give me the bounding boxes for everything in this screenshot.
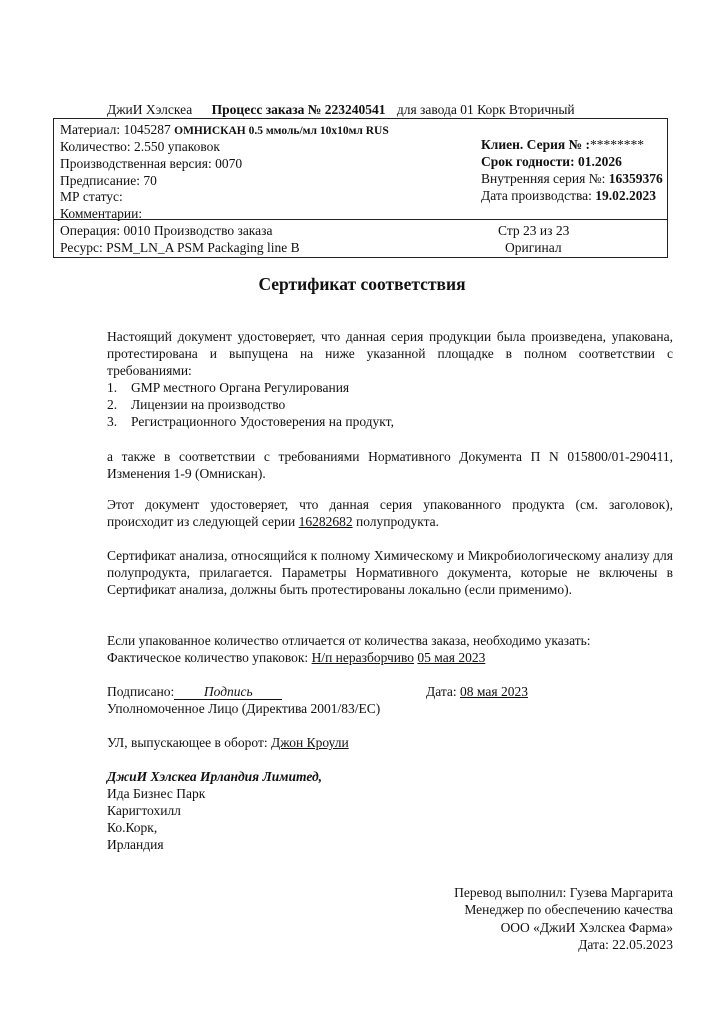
list-item: 2. Лицензии на производство — [107, 397, 286, 413]
list-item: 3. Регистрационного Удостоверения на продукт, — [107, 414, 394, 430]
qty-note: Если упакованное количество отличается от количества заказа, необходимо указать: — [107, 633, 591, 648]
origin-series: 16282682 — [298, 514, 353, 530]
translator-organization: ООО «ДжиИ Хэлскеа Фарма» — [500, 919, 673, 935]
original-mark: Оригинал — [505, 240, 562, 255]
plant-text: для завода 01 Корк Вторичный — [396, 102, 575, 117]
actual-qty-value: Н/п неразборчиво — [311, 650, 415, 665]
order-header — [107, 102, 575, 118]
header-company: ДжиИ Хэлскеа — [107, 102, 193, 117]
prescription-line: Предписание: 70 — [60, 173, 157, 188]
release-name: Джон Кроули — [271, 735, 349, 750]
translation-block — [454, 884, 673, 954]
origin-text: Этот документ удостоверяет, что данная серия упакованного продукта (см. заголовок), происходит из следующей серии — [107, 497, 673, 530]
normative-paragraph: а также в соответствии с требованиями Нормативного Документа П N 015800/01-290411, Изменения 1-9 (Омнискан). — [107, 449, 673, 482]
client-series-label: Клиен. Серия № : — [481, 137, 590, 152]
intro-paragraph: Настоящий документ удостоверяет, что данная серия продукции была произведена, упакована, протестирована и выпущена на ниже указанной площадке в полном соответствии с требованиями: — [107, 329, 673, 379]
expiry-label: Срок годности: — [481, 154, 575, 169]
address-line: Ко.Корк, — [107, 820, 158, 835]
sign-date-value: 08 мая 2023 — [460, 684, 528, 699]
order-label: Процесс заказа № — [211, 102, 322, 117]
actual-qty-line — [107, 649, 485, 666]
sign-date-label: Дата: — [426, 684, 457, 699]
internal-series-label: Внутренняя серия №: — [481, 171, 606, 186]
box-divider — [54, 219, 667, 220]
resource-line: Ресурс: PSM_LN_A PSM Packaging line B — [60, 240, 300, 255]
signed-line — [107, 683, 282, 700]
signature-value: Подпись — [174, 685, 282, 700]
expiry-value: 01.2026 — [577, 154, 622, 169]
production-date-value: 19.02.2023 — [595, 188, 657, 203]
analysis-paragraph: Сертификат анализа, относящийся к полному Химическому и Микробиологическому анализу для полупродукта, прилагается. Параметры Нормативного документа, которые не включены в Сертификат анализа, должны быть протестированы локально (если применимо). — [107, 548, 673, 598]
translator: Перевод выполнил: Гузева Маргарита — [454, 885, 673, 900]
translation-date: Дата: 22.05.2023 — [578, 937, 673, 953]
list-item: 1. GMP местного Органа Регулирования — [107, 380, 350, 395]
release-line — [107, 734, 349, 751]
address-line: Ирландия — [107, 837, 164, 852]
signed-label: Подписано: — [107, 684, 175, 699]
material-label: Материал: — [60, 122, 121, 137]
release-label: УЛ, выпускающее в оборот: — [107, 735, 268, 750]
sign-date-line — [426, 683, 528, 700]
address-company: ДжиИ Хэлскеа Ирландия Лимитед, — [107, 769, 323, 784]
expiry-line — [481, 153, 622, 170]
internal-series-value: 16359376 — [608, 171, 663, 186]
quantity-line: Количество: 2.550 упаковок — [60, 139, 220, 154]
comments-line: Комментарии: — [60, 206, 143, 221]
requirements-list — [107, 379, 394, 431]
actual-qty-date: 05 мая 2023 — [417, 650, 486, 665]
origin-paragraph — [107, 496, 673, 530]
address-line: Каригтохилл — [107, 803, 181, 818]
client-series-value: ******** — [589, 137, 644, 152]
address-line: Ида Бизнес Парк — [107, 786, 206, 801]
material-code: 1045287 — [123, 122, 171, 137]
origin-tail: полупродукта. — [356, 514, 440, 530]
material-name: ОМНИСКАН 0.5 ммоль/мл 10x10мл RUS — [174, 125, 389, 137]
order-number: 223240541 — [324, 102, 386, 117]
client-series-line — [481, 136, 644, 153]
production-date-line — [481, 187, 656, 204]
order-info-box — [53, 118, 668, 258]
operation-line: Операция: 0010 Производство заказа — [60, 223, 273, 238]
document-title: Сертификат соответствия — [258, 274, 466, 294]
production-date-label: Дата производства: — [481, 188, 592, 203]
page-info: Стр 23 из 23 — [498, 223, 570, 238]
production-version-line: Производственная версия: 0070 — [60, 156, 243, 171]
translator-position: Менеджер по обеспечению качества — [464, 902, 673, 918]
mp-status-line: МР статус: — [60, 189, 123, 204]
qp-text: Уполномоченное Лицо (Директива 2001/83/ЕС) — [107, 701, 381, 716]
actual-qty-label: Фактическое количество упаковок: — [107, 650, 309, 665]
internal-series-line — [481, 170, 663, 187]
